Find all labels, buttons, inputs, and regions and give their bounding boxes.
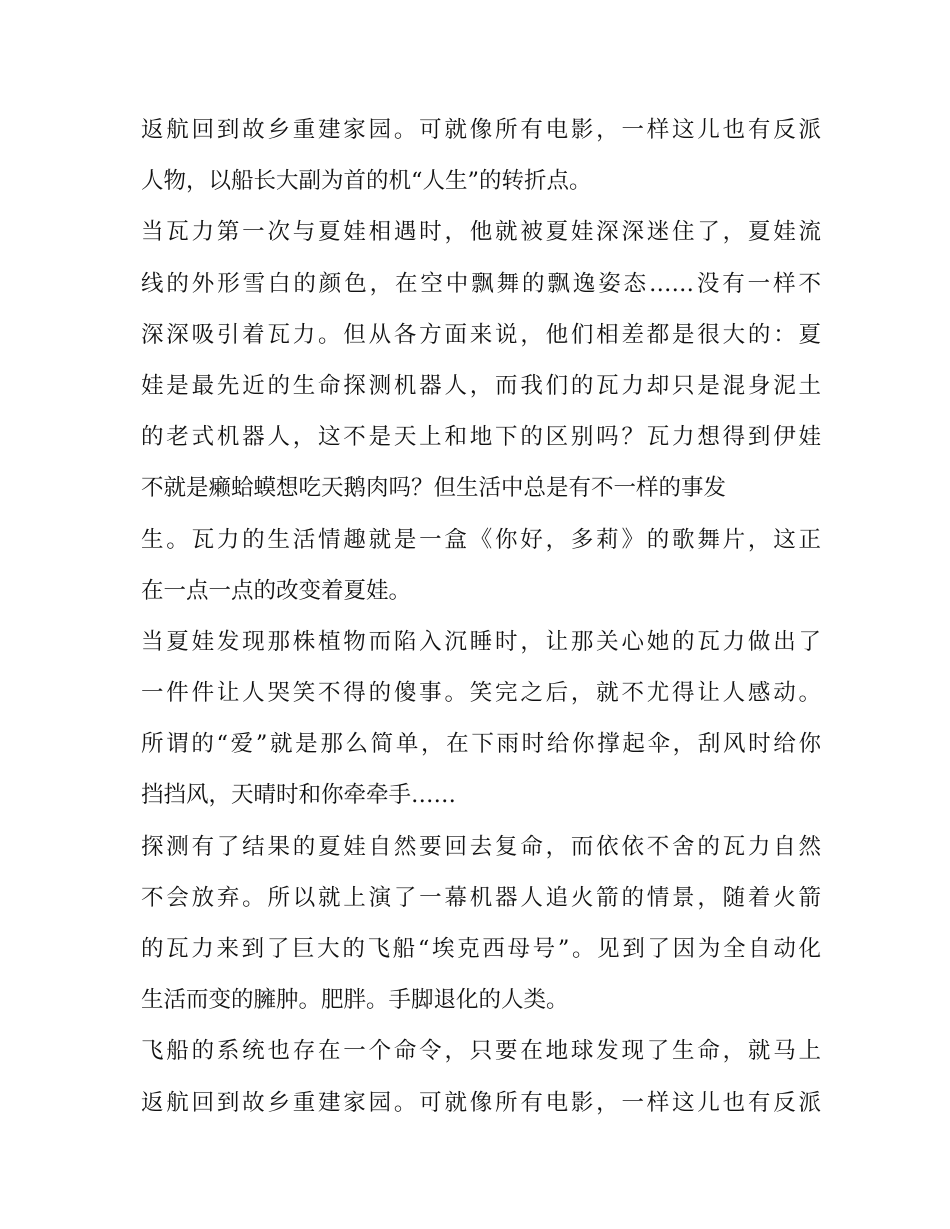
text-line: 不就是癞蛤蟆想吃天鹅肉吗？但生活中总是有不一样的事发 — [141, 475, 727, 502]
text-line: 挡挡风，天晴时和你牵牵手…… — [141, 782, 457, 809]
text-line: 的瓦力来到了巨大的飞船“埃克西母号”。见到了因为全自动化 — [141, 936, 821, 962]
text-line: 当夏娃发现那株植物而陷入沉睡时，让那关心她的瓦力做出了 — [141, 628, 821, 655]
body-text — [141, 105, 821, 1129]
text-line: 线的外形雪白的颜色，在空中飘舞的飘逸姿态……没有一样不 — [141, 270, 821, 297]
text-line: 娃是最先近的生命探测机器人，而我们的瓦力却只是混身泥土 — [141, 372, 821, 399]
text-line: 在一点一点的改变着夏娃。 — [141, 577, 412, 604]
text-line: 生活而变的臃肿。肥胖。手脚退化的人类。 — [141, 987, 569, 1014]
text-line: 飞船的系统也存在一个命令，只要在地球发现了生命，就马上 — [141, 1038, 821, 1065]
text-line: 所谓的“爱”就是那么简单，在下雨时给你撑起伞，刮风时给你 — [141, 731, 821, 758]
text-line: 的老式机器人，这不是天上和地下的区别吗？瓦力想得到伊娃 — [141, 424, 821, 451]
text-line: 生。瓦力的生活情趣就是一盒《你好，多莉》的歌舞片，这正 — [141, 526, 821, 553]
text-line: 一件件让人哭笑不得的傻事。笑完之后，就不尤得让人感动。 — [141, 680, 821, 707]
text-line: 深深吸引着瓦力。但从各方面来说，他们相差都是很大的：夏 — [141, 321, 821, 348]
text-line: 人物，以船长大副为首的机“人生”的转折点。 — [141, 168, 592, 195]
text-line: 返航回到故乡重建家园。可就像所有电影，一样这儿也有反派 — [141, 117, 821, 143]
text-line: 当瓦力第一次与夏娃相遇时，他就被夏娃深深迷住了，夏娃流 — [141, 219, 821, 246]
text-line: 返航回到故乡重建家园。可就像所有电影，一样这儿也有反派 — [141, 1089, 821, 1116]
text-line: 探测有了结果的夏娃自然要回去复命，而依依不舍的瓦力自然 — [141, 833, 821, 860]
text-line: 不会放弃。所以就上演了一幕机器人追火箭的情景，随着火箭 — [141, 884, 821, 911]
